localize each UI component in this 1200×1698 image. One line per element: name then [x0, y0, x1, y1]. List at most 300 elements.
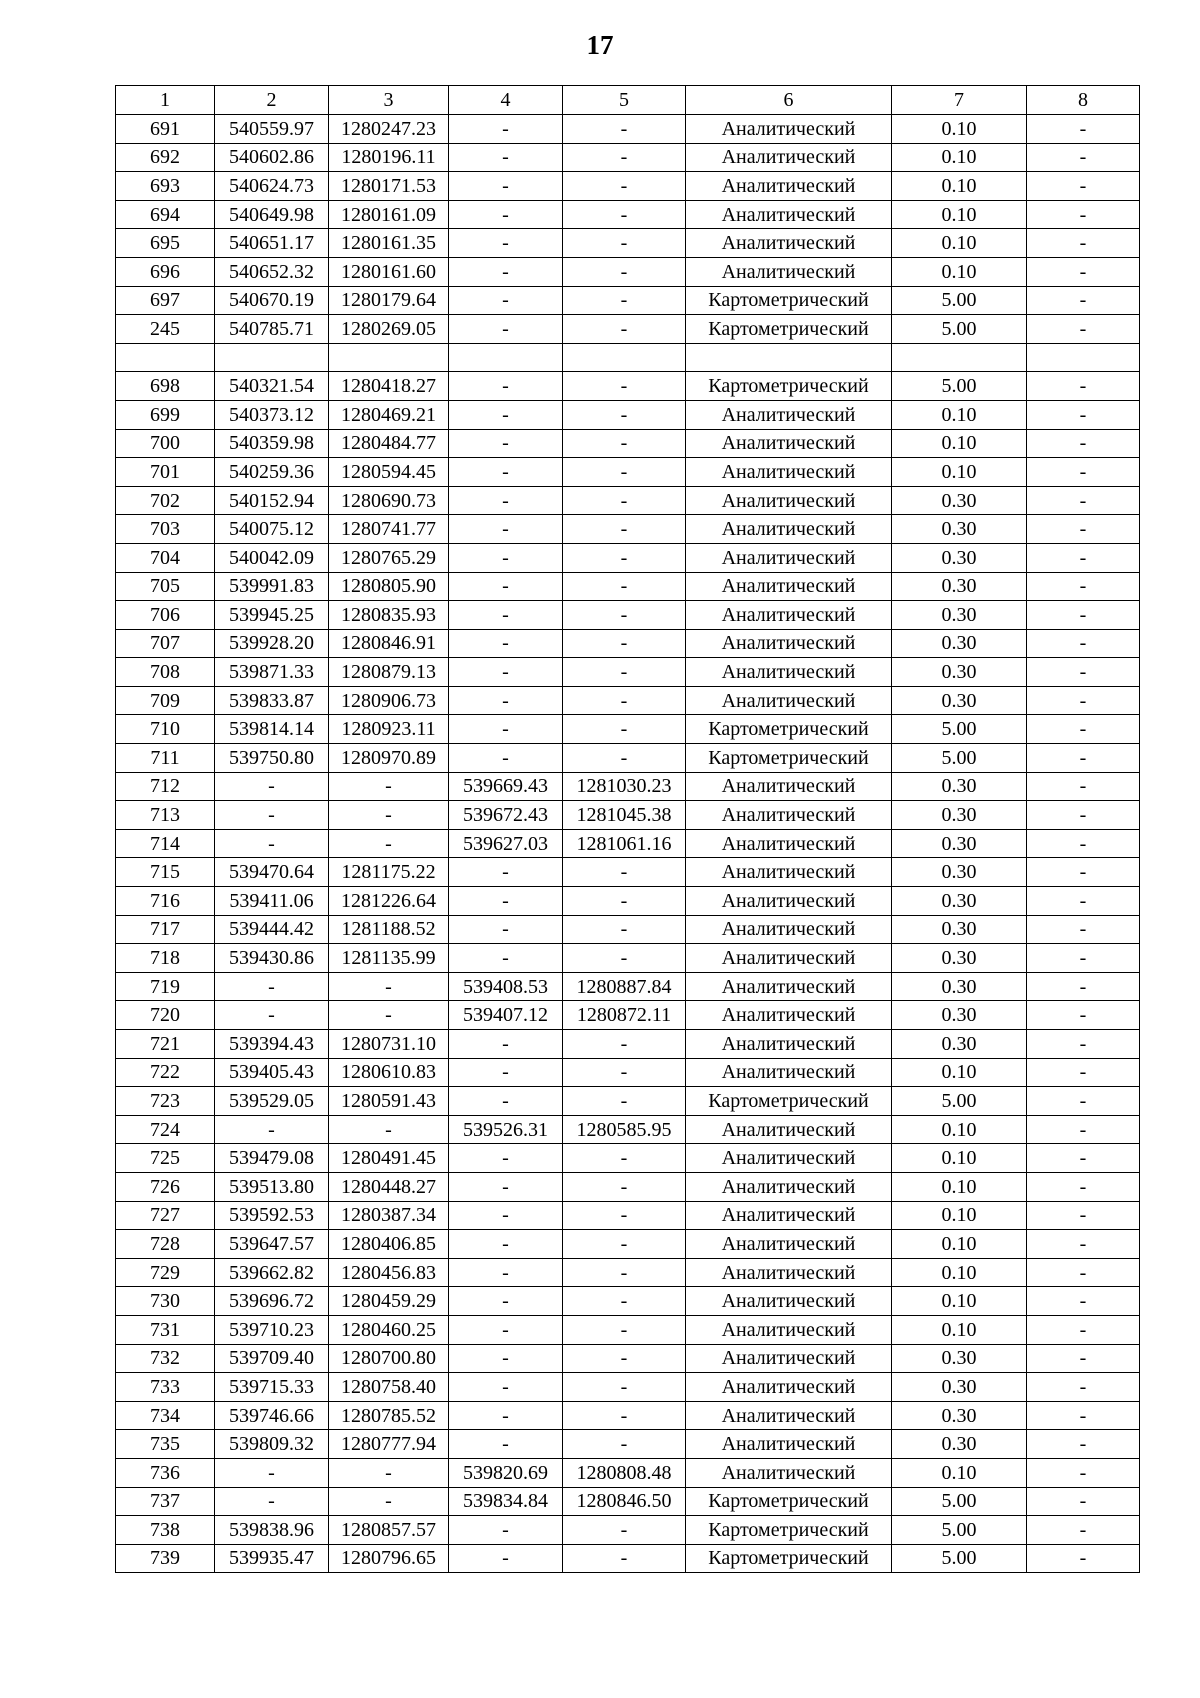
- coordinates-table: [115, 85, 1140, 1573]
- accuracy-cell: 0.10: [892, 1258, 1027, 1287]
- x-new-cell: -: [449, 1144, 563, 1173]
- table-row: [116, 1201, 1140, 1230]
- method-cell: Аналитический: [686, 1287, 892, 1316]
- y-old-cell: 1280406.85: [329, 1230, 449, 1259]
- point-number-cell: 726: [116, 1172, 215, 1201]
- method-cell: Аналитический: [686, 572, 892, 601]
- method-cell: Аналитический: [686, 1430, 892, 1459]
- accuracy-cell: 0.30: [892, 915, 1027, 944]
- method-cell: Аналитический: [686, 229, 892, 258]
- x-new-cell: 539407.12: [449, 1001, 563, 1030]
- point-number-cell: 730: [116, 1287, 215, 1316]
- point-number-cell: 712: [116, 772, 215, 801]
- x-old-cell: 540649.98: [215, 200, 329, 229]
- table-row: [116, 1058, 1140, 1087]
- x-old-cell: 539838.96: [215, 1516, 329, 1545]
- method-cell: Аналитический: [686, 515, 892, 544]
- y-new-cell: -: [563, 1287, 686, 1316]
- header-cell: 8: [1027, 86, 1140, 115]
- method-cell: Аналитический: [686, 629, 892, 658]
- method-cell: Картометрический: [686, 715, 892, 744]
- x-old-cell: 539871.33: [215, 658, 329, 687]
- point-number-cell: 728: [116, 1230, 215, 1259]
- point-number-cell: 714: [116, 829, 215, 858]
- y-old-cell: 1280161.35: [329, 229, 449, 258]
- description-cell: -: [1027, 1373, 1140, 1402]
- description-cell: -: [1027, 686, 1140, 715]
- x-old-cell: 539411.06: [215, 887, 329, 916]
- y-old-cell: 1280758.40: [329, 1373, 449, 1402]
- x-old-cell: 539928.20: [215, 629, 329, 658]
- x-old-cell: -: [215, 829, 329, 858]
- table-row: [116, 1230, 1140, 1259]
- y-new-cell: -: [563, 1172, 686, 1201]
- y-new-cell: 1280887.84: [563, 972, 686, 1001]
- description-cell: -: [1027, 944, 1140, 973]
- method-cell: Аналитический: [686, 1030, 892, 1059]
- method-cell: Аналитический: [686, 858, 892, 887]
- method-cell: Аналитический: [686, 115, 892, 144]
- y-new-cell: -: [563, 887, 686, 916]
- description-cell: -: [1027, 1258, 1140, 1287]
- x-old-cell: 539662.82: [215, 1258, 329, 1287]
- description-cell: -: [1027, 658, 1140, 687]
- table-row: [116, 400, 1140, 429]
- x-new-cell: 539526.31: [449, 1115, 563, 1144]
- table-row: [116, 772, 1140, 801]
- table-row: [116, 801, 1140, 830]
- accuracy-cell: 0.10: [892, 1172, 1027, 1201]
- y-new-cell: -: [563, 1087, 686, 1116]
- y-old-cell: 1280161.09: [329, 200, 449, 229]
- table-row: [116, 1172, 1140, 1201]
- table-row: [116, 1516, 1140, 1545]
- point-number-cell: 732: [116, 1344, 215, 1373]
- y-old-cell: 1280923.11: [329, 715, 449, 744]
- x-new-cell: -: [449, 1287, 563, 1316]
- table-row: [116, 315, 1140, 344]
- method-cell: Аналитический: [686, 1258, 892, 1287]
- method-cell: Аналитический: [686, 1401, 892, 1430]
- method-cell: Аналитический: [686, 887, 892, 916]
- y-new-cell: -: [563, 629, 686, 658]
- point-number-cell: 701: [116, 458, 215, 487]
- point-number-cell: 739: [116, 1544, 215, 1573]
- x-new-cell: -: [449, 286, 563, 315]
- description-cell: -: [1027, 1430, 1140, 1459]
- point-number-cell: 696: [116, 257, 215, 286]
- method-cell: Аналитический: [686, 543, 892, 572]
- table-row: [116, 543, 1140, 572]
- accuracy-cell: 0.10: [892, 458, 1027, 487]
- table-row: [116, 1087, 1140, 1116]
- point-number-cell: 720: [116, 1001, 215, 1030]
- method-cell: Аналитический: [686, 1172, 892, 1201]
- description-cell: -: [1027, 715, 1140, 744]
- description-cell: -: [1027, 858, 1140, 887]
- x-old-cell: 540359.98: [215, 429, 329, 458]
- method-cell: Аналитический: [686, 601, 892, 630]
- table-row: [116, 658, 1140, 687]
- point-number-cell: 699: [116, 400, 215, 429]
- header-cell: 3: [329, 86, 449, 115]
- description-cell: -: [1027, 1058, 1140, 1087]
- method-cell: Аналитический: [686, 772, 892, 801]
- x-old-cell: 539809.32: [215, 1430, 329, 1459]
- description-cell: -: [1027, 400, 1140, 429]
- x-old-cell: 540259.36: [215, 458, 329, 487]
- x-new-cell: -: [449, 715, 563, 744]
- x-new-cell: -: [449, 1230, 563, 1259]
- accuracy-cell: 0.10: [892, 1115, 1027, 1144]
- x-new-cell: -: [449, 1087, 563, 1116]
- accuracy-cell: 0.30: [892, 543, 1027, 572]
- accuracy-cell: 0.30: [892, 486, 1027, 515]
- accuracy-cell: 0.10: [892, 257, 1027, 286]
- y-old-cell: 1280879.13: [329, 658, 449, 687]
- accuracy-cell: 0.30: [892, 686, 1027, 715]
- x-new-cell: 539669.43: [449, 772, 563, 801]
- method-cell: Аналитический: [686, 801, 892, 830]
- y-old-cell: 1280741.77: [329, 515, 449, 544]
- point-number-cell: 718: [116, 944, 215, 973]
- point-number-cell: 691: [116, 115, 215, 144]
- x-old-cell: 540152.94: [215, 486, 329, 515]
- point-number-cell: 693: [116, 172, 215, 201]
- y-new-cell: -: [563, 858, 686, 887]
- table-row: [116, 429, 1140, 458]
- point-number-cell: 721: [116, 1030, 215, 1059]
- y-new-cell: -: [563, 572, 686, 601]
- y-new-cell: 1280585.95: [563, 1115, 686, 1144]
- description-cell: -: [1027, 1487, 1140, 1516]
- y-new-cell: -: [563, 429, 686, 458]
- table-row: [116, 200, 1140, 229]
- x-old-cell: -: [215, 801, 329, 830]
- y-new-cell: -: [563, 315, 686, 344]
- description-cell: -: [1027, 1172, 1140, 1201]
- accuracy-cell: 0.10: [892, 400, 1027, 429]
- point-number-cell: 711: [116, 744, 215, 773]
- point-number-cell: 722: [116, 1058, 215, 1087]
- table-row: [116, 1344, 1140, 1373]
- description-cell: -: [1027, 429, 1140, 458]
- method-cell: Аналитический: [686, 1115, 892, 1144]
- x-new-cell: -: [449, 515, 563, 544]
- y-old-cell: 1280491.45: [329, 1144, 449, 1173]
- y-new-cell: -: [563, 458, 686, 487]
- x-old-cell: 539746.66: [215, 1401, 329, 1430]
- method-cell: Аналитический: [686, 486, 892, 515]
- description-cell: -: [1027, 1287, 1140, 1316]
- description-cell: -: [1027, 1544, 1140, 1573]
- table-row: [116, 343, 1140, 372]
- y-old-cell: 1280171.53: [329, 172, 449, 201]
- table-row: [116, 944, 1140, 973]
- y-old-cell: 1280161.60: [329, 257, 449, 286]
- x-old-cell: 539750.80: [215, 744, 329, 773]
- x-old-cell: 539647.57: [215, 1230, 329, 1259]
- y-old-cell: 1280857.57: [329, 1516, 449, 1545]
- point-number-cell: 734: [116, 1401, 215, 1430]
- point-number-cell: 692: [116, 143, 215, 172]
- x-new-cell: -: [449, 744, 563, 773]
- accuracy-cell: 5.00: [892, 315, 1027, 344]
- accuracy-cell: 0.10: [892, 429, 1027, 458]
- method-cell: Картометрический: [686, 1544, 892, 1573]
- table-row: [116, 172, 1140, 201]
- x-old-cell: 539430.86: [215, 944, 329, 973]
- y-old-cell: -: [329, 972, 449, 1001]
- y-new-cell: 1280872.11: [563, 1001, 686, 1030]
- method-cell: Картометрический: [686, 1487, 892, 1516]
- method-cell: Картометрический: [686, 286, 892, 315]
- y-old-cell: 1280418.27: [329, 372, 449, 401]
- x-old-cell: 540670.19: [215, 286, 329, 315]
- x-new-cell: -: [449, 372, 563, 401]
- x-new-cell: 539672.43: [449, 801, 563, 830]
- table-row: [116, 515, 1140, 544]
- description-cell: -: [1027, 1315, 1140, 1344]
- x-old-cell: 539709.40: [215, 1344, 329, 1373]
- accuracy-cell: 5.00: [892, 286, 1027, 315]
- method-cell: Аналитический: [686, 1344, 892, 1373]
- header-row: [116, 86, 1140, 115]
- method-cell: Аналитический: [686, 1315, 892, 1344]
- accuracy-cell: 0.30: [892, 1344, 1027, 1373]
- description-cell: -: [1027, 572, 1140, 601]
- method-cell: Аналитический: [686, 944, 892, 973]
- accuracy-cell: 0.10: [892, 1458, 1027, 1487]
- method-cell: Аналитический: [686, 429, 892, 458]
- description-cell: -: [1027, 744, 1140, 773]
- point-number-cell: 727: [116, 1201, 215, 1230]
- y-old-cell: 1280484.77: [329, 429, 449, 458]
- y-new-cell: -: [563, 1230, 686, 1259]
- y-old-cell: 1280269.05: [329, 315, 449, 344]
- x-old-cell: 539715.33: [215, 1373, 329, 1402]
- x-old-cell: 540075.12: [215, 515, 329, 544]
- description-cell: -: [1027, 915, 1140, 944]
- method-cell: Аналитический: [686, 829, 892, 858]
- table-row: [116, 1315, 1140, 1344]
- point-number-cell: 703: [116, 515, 215, 544]
- x-new-cell: 539834.84: [449, 1487, 563, 1516]
- x-new-cell: -: [449, 458, 563, 487]
- x-old-cell: 539935.47: [215, 1544, 329, 1573]
- accuracy-cell: 0.10: [892, 229, 1027, 258]
- point-number-cell: 695: [116, 229, 215, 258]
- method-cell: Аналитический: [686, 915, 892, 944]
- y-new-cell: 1280808.48: [563, 1458, 686, 1487]
- x-old-cell: 540602.86: [215, 143, 329, 172]
- x-old-cell: -: [215, 1115, 329, 1144]
- header-cell: 1: [116, 86, 215, 115]
- method-cell: [686, 343, 892, 372]
- x-new-cell: -: [449, 1516, 563, 1545]
- description-cell: -: [1027, 229, 1140, 258]
- y-old-cell: 1280777.94: [329, 1430, 449, 1459]
- point-number-cell: 737: [116, 1487, 215, 1516]
- description-cell: -: [1027, 972, 1140, 1001]
- y-old-cell: -: [329, 1115, 449, 1144]
- y-old-cell: 1280690.73: [329, 486, 449, 515]
- x-new-cell: -: [449, 1373, 563, 1402]
- y-new-cell: -: [563, 1430, 686, 1459]
- description-cell: -: [1027, 1401, 1140, 1430]
- y-new-cell: -: [563, 372, 686, 401]
- table-row: [116, 458, 1140, 487]
- table-row: [116, 1544, 1140, 1573]
- description-cell: -: [1027, 458, 1140, 487]
- accuracy-cell: 0.30: [892, 801, 1027, 830]
- table-row: [116, 1030, 1140, 1059]
- accuracy-cell: 5.00: [892, 1487, 1027, 1516]
- accuracy-cell: [892, 343, 1027, 372]
- point-number-cell: 724: [116, 1115, 215, 1144]
- y-new-cell: -: [563, 715, 686, 744]
- y-new-cell: -: [563, 1144, 686, 1173]
- y-new-cell: -: [563, 515, 686, 544]
- description-cell: -: [1027, 1087, 1140, 1116]
- table-row: [116, 629, 1140, 658]
- point-number-cell: 702: [116, 486, 215, 515]
- point-number-cell: 738: [116, 1516, 215, 1545]
- y-old-cell: -: [329, 772, 449, 801]
- x-new-cell: -: [449, 1201, 563, 1230]
- x-new-cell: -: [449, 1344, 563, 1373]
- table-row: [116, 601, 1140, 630]
- y-new-cell: -: [563, 601, 686, 630]
- method-cell: Аналитический: [686, 1058, 892, 1087]
- y-old-cell: 1281226.64: [329, 887, 449, 916]
- point-number-cell: 731: [116, 1315, 215, 1344]
- point-number-cell: 736: [116, 1458, 215, 1487]
- y-new-cell: 1281061.16: [563, 829, 686, 858]
- x-new-cell: -: [449, 115, 563, 144]
- x-new-cell: -: [449, 143, 563, 172]
- point-number-cell: 698: [116, 372, 215, 401]
- method-cell: Аналитический: [686, 972, 892, 1001]
- table-row: [116, 715, 1140, 744]
- x-new-cell: -: [449, 257, 563, 286]
- y-new-cell: -: [563, 143, 686, 172]
- table-row: [116, 286, 1140, 315]
- accuracy-cell: 0.10: [892, 143, 1027, 172]
- y-old-cell: -: [329, 1001, 449, 1030]
- method-cell: Аналитический: [686, 1001, 892, 1030]
- table-row: [116, 686, 1140, 715]
- table-row: [116, 143, 1140, 172]
- table-row: [116, 1115, 1140, 1144]
- y-old-cell: -: [329, 829, 449, 858]
- description-cell: -: [1027, 1001, 1140, 1030]
- accuracy-cell: 0.30: [892, 572, 1027, 601]
- method-cell: Картометрический: [686, 372, 892, 401]
- x-old-cell: 539833.87: [215, 686, 329, 715]
- description-cell: -: [1027, 315, 1140, 344]
- x-old-cell: 539394.43: [215, 1030, 329, 1059]
- y-old-cell: 1280179.64: [329, 286, 449, 315]
- x-old-cell: 539470.64: [215, 858, 329, 887]
- point-number-cell: 735: [116, 1430, 215, 1459]
- y-new-cell: -: [563, 1258, 686, 1287]
- table-row: [116, 887, 1140, 916]
- x-old-cell: 539479.08: [215, 1144, 329, 1173]
- accuracy-cell: 0.10: [892, 1315, 1027, 1344]
- x-new-cell: 539408.53: [449, 972, 563, 1001]
- y-new-cell: -: [563, 172, 686, 201]
- description-cell: -: [1027, 1230, 1140, 1259]
- x-old-cell: 539991.83: [215, 572, 329, 601]
- table-row: [116, 1144, 1140, 1173]
- table-row: [116, 744, 1140, 773]
- x-new-cell: -: [449, 229, 563, 258]
- y-old-cell: [329, 343, 449, 372]
- table-row: [116, 1001, 1140, 1030]
- point-number-cell: 694: [116, 200, 215, 229]
- description-cell: -: [1027, 515, 1140, 544]
- y-old-cell: 1280594.45: [329, 458, 449, 487]
- method-cell: Аналитический: [686, 458, 892, 487]
- accuracy-cell: 0.30: [892, 972, 1027, 1001]
- y-new-cell: -: [563, 400, 686, 429]
- y-old-cell: 1280796.65: [329, 1544, 449, 1573]
- x-old-cell: 540651.17: [215, 229, 329, 258]
- accuracy-cell: 0.30: [892, 515, 1027, 544]
- accuracy-cell: 0.30: [892, 772, 1027, 801]
- x-old-cell: 540624.73: [215, 172, 329, 201]
- y-old-cell: 1280387.34: [329, 1201, 449, 1230]
- y-old-cell: 1280805.90: [329, 572, 449, 601]
- table-row: [116, 1401, 1140, 1430]
- y-new-cell: -: [563, 1401, 686, 1430]
- y-old-cell: -: [329, 1487, 449, 1516]
- y-old-cell: -: [329, 1458, 449, 1487]
- y-old-cell: 1280448.27: [329, 1172, 449, 1201]
- point-number-cell: 715: [116, 858, 215, 887]
- y-old-cell: 1280906.73: [329, 686, 449, 715]
- table-row: [116, 257, 1140, 286]
- table-row: [116, 1258, 1140, 1287]
- table-row: [116, 572, 1140, 601]
- y-new-cell: -: [563, 1516, 686, 1545]
- y-new-cell: -: [563, 1544, 686, 1573]
- y-old-cell: 1280700.80: [329, 1344, 449, 1373]
- description-cell: -: [1027, 601, 1140, 630]
- accuracy-cell: 0.30: [892, 629, 1027, 658]
- y-old-cell: 1281135.99: [329, 944, 449, 973]
- y-new-cell: -: [563, 1344, 686, 1373]
- y-new-cell: -: [563, 658, 686, 687]
- y-old-cell: 1280456.83: [329, 1258, 449, 1287]
- accuracy-cell: 0.30: [892, 944, 1027, 973]
- accuracy-cell: 0.10: [892, 1201, 1027, 1230]
- x-old-cell: 540042.09: [215, 543, 329, 572]
- accuracy-cell: 5.00: [892, 715, 1027, 744]
- point-number-cell: 725: [116, 1144, 215, 1173]
- accuracy-cell: 5.00: [892, 1544, 1027, 1573]
- point-number-cell: 705: [116, 572, 215, 601]
- x-old-cell: 539444.42: [215, 915, 329, 944]
- x-old-cell: -: [215, 1487, 329, 1516]
- x-new-cell: -: [449, 629, 563, 658]
- y-old-cell: 1280591.43: [329, 1087, 449, 1116]
- description-cell: -: [1027, 1344, 1140, 1373]
- method-cell: Аналитический: [686, 172, 892, 201]
- table-row: [116, 1373, 1140, 1402]
- x-old-cell: 539513.80: [215, 1172, 329, 1201]
